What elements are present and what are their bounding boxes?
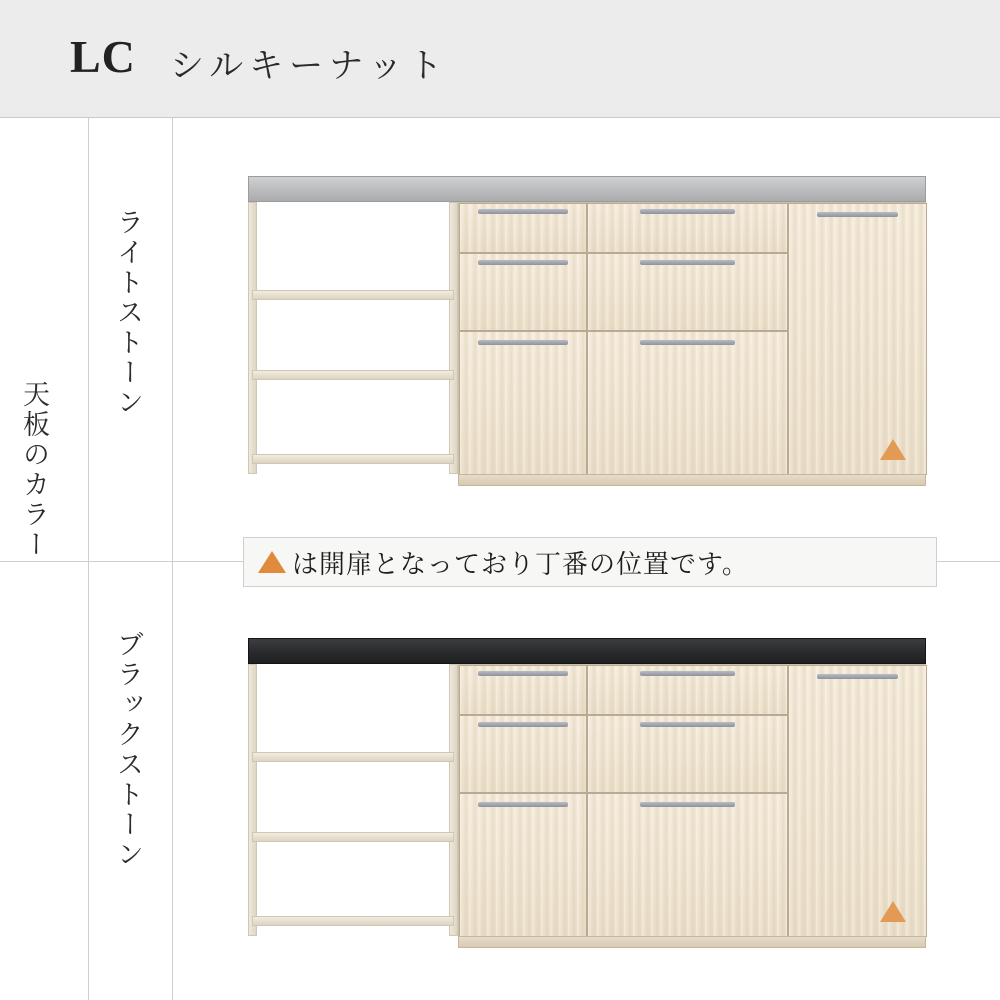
shelf-board [252, 832, 454, 842]
header-band [0, 0, 1000, 118]
door-handle [817, 674, 898, 679]
shelf-post-left [248, 202, 257, 474]
drawer-panel [459, 203, 587, 253]
drawer-door-block [458, 664, 926, 936]
axis-label-countertop-color: 天板のカラー [18, 380, 49, 560]
orange-triangle-icon [880, 901, 906, 922]
page-subtitle: シルキーナット [170, 46, 449, 86]
legend-note-text: は開扉となっており丁番の位置です。 [292, 549, 749, 580]
orange-triangle-icon [880, 439, 906, 460]
drawer-handle [478, 671, 568, 676]
drawer-handle [640, 722, 735, 727]
door-handle [817, 212, 898, 217]
countertop-light-stone [248, 176, 926, 202]
drawer-handle [478, 260, 568, 265]
drawer-panel [459, 793, 587, 937]
drawer-panel [459, 715, 587, 793]
drawer-handle [640, 802, 735, 807]
cabinet-illustration-black-stone [248, 638, 926, 950]
shelf-post-left [248, 664, 257, 936]
drawer-panel [459, 665, 587, 715]
drawer-panel [587, 331, 788, 475]
drawer-handle [640, 260, 735, 265]
shelf-board [252, 916, 454, 926]
row-label-black-stone: ブラックストーン [112, 630, 143, 870]
cabinet-illustration-light-stone [248, 176, 926, 488]
drawer-panel [587, 715, 788, 793]
toe-kick [458, 474, 926, 486]
drawer-panel [587, 253, 788, 331]
drawer-panel [459, 331, 587, 475]
grid-line-vertical-2 [172, 118, 173, 1000]
open-shelf-unit [248, 664, 458, 936]
drawer-handle [640, 209, 735, 214]
grid-line-vertical-1 [88, 118, 89, 1000]
toe-kick [458, 936, 926, 948]
shelf-board [252, 370, 454, 380]
tall-door-panel [788, 203, 927, 475]
orange-triangle-icon [258, 551, 286, 573]
shelf-board [252, 454, 454, 464]
drawer-handle [478, 722, 568, 727]
legend-note [243, 537, 937, 587]
open-shelf-unit [248, 202, 458, 474]
shelf-board [252, 290, 454, 300]
shelf-board [252, 752, 454, 762]
drawer-panel [587, 793, 788, 937]
drawer-panel [459, 253, 587, 331]
drawer-handle [478, 340, 568, 345]
drawer-handle [640, 671, 735, 676]
drawer-door-block [458, 202, 926, 474]
drawer-panel [587, 203, 788, 253]
tall-door-panel [788, 665, 927, 937]
drawer-handle [478, 802, 568, 807]
drawer-panel [587, 665, 788, 715]
drawer-handle [640, 340, 735, 345]
drawer-handle [478, 209, 568, 214]
page-title: LC [70, 31, 136, 82]
countertop-black-stone [248, 638, 926, 664]
shelf-post-right [449, 664, 458, 936]
shelf-post-right [449, 202, 458, 474]
row-label-light-stone: ライトストーン [112, 208, 143, 418]
